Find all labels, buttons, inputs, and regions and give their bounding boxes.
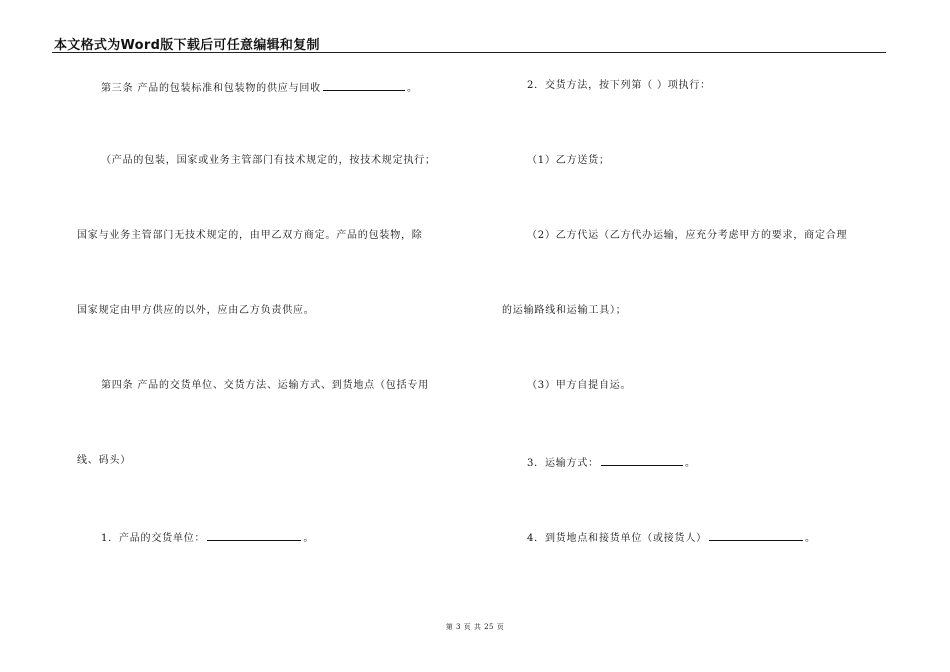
right-line-4: 的运输路线和运输工具）； [502, 305, 627, 316]
left-line-6: 线、码头） [77, 455, 131, 466]
left-line-7: 1．产品的交货单位： 。 [101, 530, 314, 545]
right-line-7: 4．到货地点和接货单位（或接货人） 。 [527, 530, 816, 545]
right-line-3: （2）乙方代运（乙方代办运输，应充分考虑甲方的要求，商定合理 [527, 230, 848, 241]
blank-line [601, 455, 683, 466]
right-line-1: 2．交货方法，按下列第（ ）项执行： [527, 80, 711, 91]
right-line-2: （1）乙方送货； [527, 155, 610, 166]
transport-method-label: 3．运输方式： [527, 458, 599, 469]
right-line-6: 3．运输方式： 。 [527, 455, 696, 470]
left-line-5: 第四条 产品的交货单位、交货方法、运输方式、到货地点（包括专用 [101, 380, 429, 391]
page-header [52, 34, 886, 53]
blank-line [207, 530, 301, 541]
delivery-unit-label: 1．产品的交货单位： [101, 533, 206, 544]
page-footer: 第 3 页 共 25 页 [445, 623, 505, 631]
right-line-5: （3）甲方自提自运。 [527, 380, 632, 391]
left-line-3: 国家与业务主管部门无技术规定的，由甲乙双方商定。产品的包装物，除 [77, 230, 423, 241]
blank-line [709, 530, 803, 541]
blank-line [323, 80, 405, 91]
header-title: 本文格式为Word版下载后可任意编辑和复制 [54, 38, 320, 53]
left-line-4: 国家规定由甲方供应的以外，应由乙方负责供应。 [77, 305, 315, 316]
left-line-2: （产品的包装，国家或业务主管部门有技术规定的，按技术规定执行； [101, 155, 436, 166]
left-line-1: 第三条 产品的包装标准和包装物的供应与回收 。 [101, 80, 418, 95]
article-3-text: 第三条 产品的包装标准和包装物的供应与回收 [101, 83, 321, 94]
arrival-location-label: 4．到货地点和接货单位（或接货人） [527, 533, 707, 544]
